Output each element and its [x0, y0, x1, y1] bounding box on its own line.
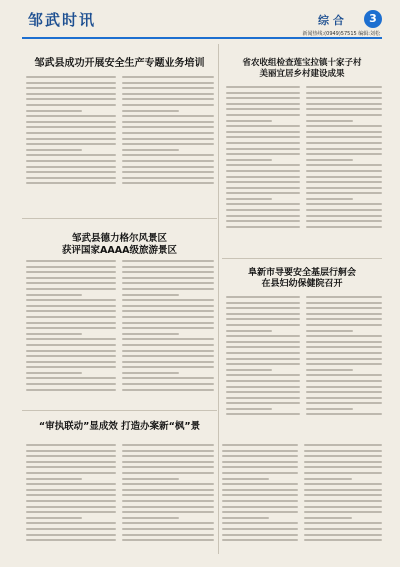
text-line: [306, 346, 382, 348]
text-line: [226, 203, 300, 205]
text-line: [26, 294, 82, 296]
text-line: [226, 170, 300, 172]
text-line: [226, 341, 300, 343]
text-line: [26, 472, 116, 474]
text-line: [122, 177, 214, 179]
text-line: [122, 500, 214, 502]
text-line: [226, 181, 300, 183]
article-headline: 省农收组检查莲宝拉镇十家子村 美丽宜居乡村建设成果: [242, 58, 362, 79]
text-line: [26, 534, 116, 536]
text-line: [222, 489, 298, 491]
text-line: [26, 350, 116, 352]
text-line: [26, 266, 116, 268]
text-line: [306, 153, 382, 155]
text-line: [26, 327, 116, 329]
text-line: [304, 466, 382, 468]
text-line: [304, 483, 382, 485]
text-line: [122, 110, 179, 112]
text-line: [306, 203, 382, 205]
text-line: [26, 104, 116, 106]
text-line: [226, 397, 300, 399]
text-line: [226, 209, 300, 211]
text-line: [26, 166, 116, 168]
text-line: [304, 522, 382, 524]
text-line: [122, 115, 214, 117]
text-line: [122, 372, 179, 374]
text-line: [304, 511, 382, 513]
text-line: [304, 500, 382, 502]
text-line: [26, 450, 116, 452]
text-line: [226, 374, 300, 376]
text-line: [26, 372, 82, 374]
text-line: [26, 271, 116, 273]
text-line: [26, 177, 116, 179]
text-line: [26, 121, 116, 123]
text-line: [122, 539, 214, 541]
text-line: [304, 455, 382, 457]
text-line: [122, 511, 214, 513]
text-line: [306, 176, 382, 178]
text-line: [122, 316, 214, 318]
article-body: [26, 260, 116, 394]
text-line: [226, 125, 300, 127]
text-line: [26, 132, 116, 134]
text-line: [26, 478, 82, 480]
text-line: [26, 98, 116, 100]
text-line: [226, 352, 300, 354]
text-line: [304, 534, 382, 536]
text-line: [122, 461, 214, 463]
text-line: [122, 160, 214, 162]
text-line: [306, 181, 382, 183]
text-line: [26, 110, 82, 112]
text-line: [304, 528, 382, 530]
text-line: [122, 76, 214, 78]
text-line: [226, 358, 300, 360]
text-line: [122, 350, 214, 352]
text-line: [226, 114, 300, 116]
text-line: [226, 159, 272, 161]
text-line: [306, 114, 382, 116]
text-line: [122, 138, 214, 140]
text-line: [306, 307, 382, 309]
text-line: [226, 302, 300, 304]
text-line: [122, 333, 179, 335]
text-line: [306, 402, 382, 404]
text-line: [122, 282, 214, 284]
text-line: [226, 97, 300, 99]
text-line: [122, 143, 214, 145]
section-label: 综 合: [318, 14, 344, 27]
text-line: [26, 82, 116, 84]
section-divider: [22, 218, 217, 219]
text-line: [306, 226, 382, 228]
text-line: [306, 192, 382, 194]
text-line: [122, 171, 214, 173]
article-body: [122, 444, 214, 545]
text-line: [306, 369, 353, 371]
text-line: [222, 444, 298, 446]
text-line: [306, 103, 382, 105]
issue-info: 新闻热线:(0949)57515 编辑:刘松: [302, 31, 380, 37]
text-line: [122, 104, 214, 106]
section-divider: [222, 258, 382, 259]
text-line: [306, 86, 382, 88]
text-line: [26, 333, 82, 335]
text-line: [306, 220, 382, 222]
text-line: [122, 450, 214, 452]
text-line: [222, 511, 298, 513]
text-line: [26, 143, 116, 145]
text-line: [226, 136, 300, 138]
text-line: [26, 305, 116, 307]
text-line: [122, 294, 179, 296]
article-body: [26, 76, 116, 188]
text-line: [26, 506, 116, 508]
text-line: [306, 198, 353, 200]
article-headline: 邹武县德力格尔风景区 获评国家AAAA级旅游景区: [62, 233, 177, 256]
text-line: [306, 386, 382, 388]
text-line: [226, 220, 300, 222]
text-line: [26, 277, 116, 279]
text-line: [26, 522, 116, 524]
text-line: [122, 466, 214, 468]
text-line: [304, 478, 352, 480]
text-line: [122, 522, 214, 524]
text-line: [122, 149, 179, 151]
text-line: [222, 506, 298, 508]
text-line: [122, 305, 214, 307]
text-line: [304, 444, 382, 446]
text-line: [26, 377, 116, 379]
text-line: [226, 313, 300, 315]
text-line: [226, 324, 300, 326]
text-line: [306, 374, 382, 376]
text-line: [26, 260, 116, 262]
text-line: [226, 198, 272, 200]
text-line: [226, 86, 300, 88]
text-line: [26, 455, 116, 457]
text-line: [26, 154, 116, 156]
text-line: [226, 335, 300, 337]
text-line: [222, 494, 298, 496]
text-line: [226, 108, 300, 110]
text-line: [226, 307, 300, 309]
text-line: [226, 386, 300, 388]
text-line: [226, 120, 272, 122]
text-line: [226, 346, 300, 348]
text-line: [222, 534, 298, 536]
text-line: [26, 171, 116, 173]
text-line: [226, 380, 300, 382]
text-line: [304, 539, 382, 541]
text-line: [122, 383, 214, 385]
text-line: [26, 494, 116, 496]
text-line: [26, 316, 116, 318]
text-line: [122, 472, 214, 474]
text-line: [122, 277, 214, 279]
text-line: [306, 318, 382, 320]
text-line: [306, 363, 382, 365]
text-line: [122, 322, 214, 324]
text-line: [122, 299, 214, 301]
text-line: [122, 517, 179, 519]
column-divider: [218, 44, 219, 554]
text-line: [26, 138, 116, 140]
text-line: [306, 408, 353, 410]
text-line: [122, 260, 214, 262]
text-line: [306, 358, 382, 360]
text-line: [26, 299, 116, 301]
text-line: [122, 182, 214, 184]
text-line: [26, 366, 116, 368]
text-line: [122, 338, 214, 340]
text-line: [26, 355, 116, 357]
text-line: [26, 444, 116, 446]
text-line: [226, 153, 300, 155]
text-line: [226, 215, 300, 217]
text-line: [26, 282, 116, 284]
text-line: [26, 288, 116, 290]
text-line: [226, 391, 300, 393]
text-line: [122, 344, 214, 346]
article-body: [222, 444, 298, 545]
article-body: [226, 296, 300, 419]
text-line: [26, 115, 116, 117]
text-line: [26, 338, 116, 340]
text-line: [226, 318, 300, 320]
text-line: [26, 528, 116, 530]
text-line: [226, 369, 272, 371]
text-line: [26, 361, 116, 363]
text-line: [226, 296, 300, 298]
text-line: [122, 444, 214, 446]
text-line: [26, 322, 116, 324]
text-line: [222, 483, 298, 485]
text-line: [222, 539, 298, 541]
text-line: [26, 87, 116, 89]
text-line: [122, 327, 214, 329]
text-line: [304, 506, 382, 508]
text-line: [122, 310, 214, 312]
text-line: [306, 142, 382, 144]
text-line: [306, 125, 382, 127]
text-line: [122, 93, 214, 95]
text-line: [304, 461, 382, 463]
text-line: [122, 489, 214, 491]
text-line: [26, 344, 116, 346]
text-line: [122, 478, 179, 480]
section-divider: [22, 410, 217, 411]
text-line: [226, 103, 300, 105]
text-line: [122, 377, 214, 379]
text-line: [306, 391, 382, 393]
text-line: [306, 413, 382, 415]
text-line: [26, 539, 116, 541]
text-line: [226, 226, 300, 228]
article-headline: 阜新市导要安全基层行舸会 在县妇幼保健院召开: [247, 268, 356, 290]
article-body: [306, 296, 382, 419]
text-line: [226, 92, 300, 94]
article-body: [122, 76, 214, 188]
text-line: [306, 341, 382, 343]
text-line: [306, 131, 382, 133]
text-line: [226, 131, 300, 133]
article-body: [306, 86, 382, 231]
text-line: [226, 164, 300, 166]
text-line: [26, 461, 116, 463]
text-line: [226, 363, 300, 365]
text-line: [306, 108, 382, 110]
text-line: [122, 166, 214, 168]
text-line: [222, 472, 298, 474]
text-line: [306, 164, 382, 166]
masthead: [0, 0, 400, 40]
text-line: [26, 511, 116, 513]
text-line: [122, 126, 214, 128]
text-line: [26, 500, 116, 502]
text-line: [122, 366, 214, 368]
text-line: [306, 302, 382, 304]
text-line: [122, 528, 214, 530]
text-line: [122, 455, 214, 457]
text-line: [306, 296, 382, 298]
text-line: [122, 271, 214, 273]
text-line: [304, 517, 352, 519]
text-line: [26, 76, 116, 78]
text-line: [26, 310, 116, 312]
text-line: [226, 142, 300, 144]
text-line: [222, 461, 298, 463]
text-line: [226, 330, 272, 332]
text-line: [306, 120, 353, 122]
text-line: [26, 489, 116, 491]
text-line: [122, 389, 214, 391]
text-line: [26, 149, 82, 151]
text-line: [222, 522, 298, 524]
text-line: [306, 397, 382, 399]
text-line: [26, 126, 116, 128]
text-line: [26, 182, 116, 184]
masthead-rule: [22, 37, 382, 39]
article-body: [226, 86, 300, 231]
text-line: [304, 489, 382, 491]
text-line: [226, 187, 300, 189]
text-line: [222, 517, 269, 519]
article-headline: “审执联动”显成效 打造办案新“枫”景: [38, 421, 201, 432]
text-line: [26, 389, 116, 391]
text-line: [122, 506, 214, 508]
text-line: [122, 355, 214, 357]
text-line: [26, 93, 116, 95]
text-line: [226, 192, 300, 194]
text-line: [226, 402, 300, 404]
text-line: [122, 98, 214, 100]
text-line: [306, 92, 382, 94]
text-line: [122, 361, 214, 363]
text-line: [306, 352, 382, 354]
text-line: [26, 466, 116, 468]
text-line: [306, 330, 353, 332]
text-line: [222, 450, 298, 452]
text-line: [306, 187, 382, 189]
text-line: [222, 478, 269, 480]
text-line: [226, 176, 300, 178]
text-line: [306, 148, 382, 150]
text-line: [226, 408, 272, 410]
text-line: [122, 87, 214, 89]
text-line: [306, 170, 382, 172]
article-body: [122, 260, 214, 394]
text-line: [122, 132, 214, 134]
text-line: [226, 148, 300, 150]
text-line: [226, 413, 300, 415]
text-line: [122, 82, 214, 84]
text-line: [306, 380, 382, 382]
text-line: [222, 455, 298, 457]
article-headline: 邹武县成功开展安全生产专题业务培训: [34, 58, 205, 69]
text-line: [26, 383, 116, 385]
text-line: [304, 450, 382, 452]
text-line: [26, 483, 116, 485]
text-line: [122, 483, 214, 485]
text-line: [122, 266, 214, 268]
text-line: [122, 494, 214, 496]
newspaper-brand: 邹武时讯: [28, 11, 97, 29]
page-number-badge: 3: [364, 10, 382, 28]
text-line: [222, 466, 298, 468]
text-line: [222, 528, 298, 530]
text-line: [26, 160, 116, 162]
text-line: [26, 517, 82, 519]
text-line: [304, 494, 382, 496]
text-line: [306, 159, 353, 161]
text-line: [306, 313, 382, 315]
text-line: [122, 154, 214, 156]
article-body: [26, 444, 116, 545]
text-line: [306, 215, 382, 217]
text-line: [222, 500, 298, 502]
article-body: [304, 444, 382, 545]
text-line: [306, 136, 382, 138]
text-line: [306, 209, 382, 211]
text-line: [306, 324, 382, 326]
text-line: [306, 335, 382, 337]
text-line: [122, 534, 214, 536]
text-line: [306, 97, 382, 99]
text-line: [122, 121, 214, 123]
text-line: [304, 472, 382, 474]
text-line: [122, 288, 214, 290]
